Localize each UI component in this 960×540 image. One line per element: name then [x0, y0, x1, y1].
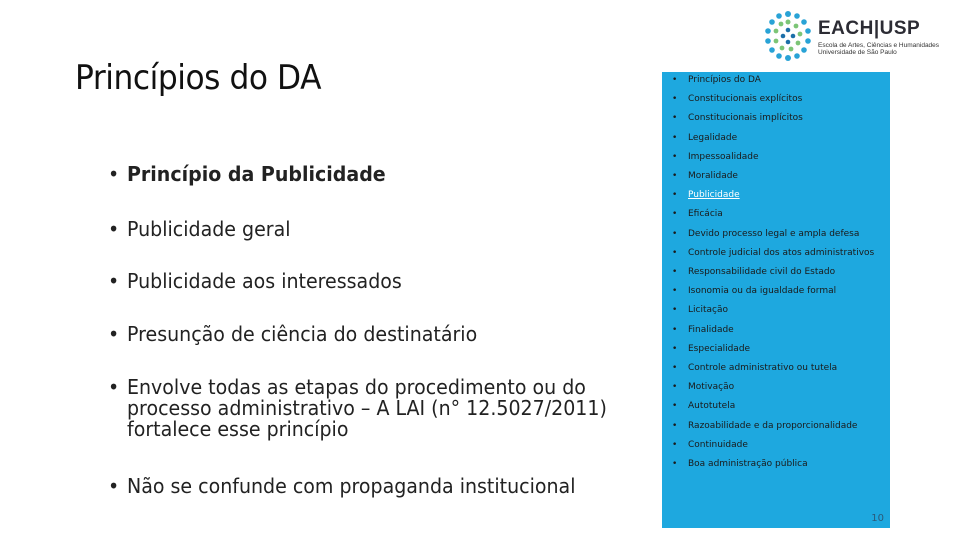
sidebar-bullet-icon: •: [672, 171, 678, 181]
sidebar-bullet-icon: •: [672, 363, 678, 373]
sidebar-bullet-icon: •: [672, 75, 678, 85]
sidebar-bullet-icon: •: [672, 132, 678, 143]
sidebar-bullet-icon: •: [672, 420, 678, 431]
sidebar-item[interactable]: [672, 110, 886, 126]
sidebar-item-label: Princípios do DA: [688, 75, 761, 85]
bullet-dot-icon: •: [108, 474, 120, 498]
sidebar-item[interactable]: [672, 341, 886, 357]
page-number: 10: [871, 513, 884, 524]
bullet-dot-icon: •: [108, 375, 120, 399]
bullet-dot-icon: •: [108, 269, 120, 293]
sidebar-item-label: Finalidade: [688, 324, 734, 335]
sidebar-item-label: Motivação: [688, 382, 735, 393]
bullet-text: Envolve todas as etapas do procedimento ou do processo administrativo – A LAI (n° 12.5027/2011) fortalece esse princípio: [127, 375, 607, 441]
sidebar-bullet-icon: •: [672, 209, 678, 220]
sidebar-bullet-icon: •: [672, 247, 678, 258]
sidebar-item[interactable]: [672, 456, 886, 472]
logo-subtitle: Escola de Artes, Ciências e Humanidades Universidade de São Paulo: [818, 42, 940, 56]
bullet-item: [108, 271, 631, 292]
sidebar-item[interactable]: [672, 130, 886, 146]
sidebar-bullet-icon: •: [672, 459, 678, 469]
bullet-text: Presunção de ciência do destinatário: [127, 322, 478, 346]
sidebar-item-label: Isonomia ou da igualdade formal: [688, 286, 837, 297]
sidebar-bullet-icon: •: [672, 190, 678, 201]
sidebar-bullet-icon: •: [672, 401, 678, 412]
sidebar-bullet-icon: •: [672, 324, 678, 335]
bullet-text: Princípio da Publicidade: [127, 162, 386, 186]
bullet-dot-icon: •: [108, 217, 120, 241]
sidebar-item-label: Constitucionais implícitos: [688, 113, 803, 124]
bullet-item: [108, 219, 631, 240]
bullet-item: [108, 324, 631, 345]
bullet-item: [108, 476, 631, 497]
each-usp-logo: [760, 8, 950, 68]
logo-mosaic-icon: [760, 8, 816, 64]
bullet-item: [108, 377, 631, 440]
bullet-text: Não se confunde com propaganda institucional: [127, 474, 576, 498]
sidebar-item[interactable]: [672, 418, 886, 434]
bullet-dot-icon: •: [108, 322, 120, 346]
sidebar-item[interactable]: [672, 264, 886, 280]
sidebar-item-label: Controle administrativo ou tutela: [688, 363, 838, 373]
sidebar-item[interactable]: [672, 206, 886, 222]
sidebar-item-label: Legalidade: [688, 132, 738, 143]
sidebar-bullet-icon: •: [672, 267, 678, 277]
sidebar-item-label: Impessoalidade: [688, 151, 759, 162]
bullet-text: Publicidade geral: [127, 217, 291, 241]
bullet-dot-icon: •: [108, 162, 120, 186]
topics-sidebar: [662, 72, 890, 528]
sidebar-item[interactable]: [672, 360, 886, 376]
sidebar-item-label: Licitação: [688, 305, 728, 316]
slide-title: Princípios do DA: [75, 58, 322, 98]
sidebar-item-label: Moralidade: [688, 171, 738, 181]
sidebar-item[interactable]: [672, 72, 886, 88]
sidebar-item-label: Responsabilidade civil do Estado: [688, 267, 836, 277]
sidebar-bullet-icon: •: [672, 286, 678, 297]
sidebar-item-label: Publicidade: [688, 190, 740, 201]
sidebar-item-label: Autotutela: [688, 401, 736, 412]
logo-title: EACH|USP: [818, 18, 921, 39]
sidebar-item[interactable]: [672, 379, 886, 395]
sidebar-item[interactable]: [672, 187, 886, 203]
bullet-text: Publicidade aos interessados: [127, 269, 402, 293]
sidebar-item-label: Eficácia: [688, 209, 723, 220]
sidebar-bullet-icon: •: [672, 113, 678, 124]
sidebar-bullet-icon: •: [672, 305, 678, 316]
sidebar-bullet-icon: •: [672, 151, 678, 162]
sidebar-item-label: Razoabilidade e da proporcionalidade: [688, 420, 858, 431]
sidebar-bullet-icon: •: [672, 228, 678, 239]
sidebar-bullet-icon: •: [672, 343, 678, 354]
sidebar-item-label: Continuidade: [688, 439, 748, 450]
bullet-item: [108, 164, 631, 185]
sidebar-bullet-icon: •: [672, 382, 678, 393]
sidebar-item[interactable]: [672, 398, 886, 414]
sidebar-bullet-icon: •: [672, 94, 678, 105]
sidebar-item[interactable]: [672, 149, 886, 165]
sidebar-item[interactable]: [672, 91, 886, 107]
sidebar-item-label: Devido processo legal e ampla defesa: [688, 228, 860, 239]
sidebar-item-label: Boa administração pública: [688, 459, 808, 469]
sidebar-item-label: Constitucionais explícitos: [688, 94, 803, 105]
sidebar-item-label: Controle judicial dos atos administrativos: [688, 247, 875, 258]
sidebar-bullet-icon: •: [672, 439, 678, 450]
sidebar-item[interactable]: [672, 437, 886, 453]
sidebar-item[interactable]: [672, 168, 886, 184]
sidebar-item[interactable]: [672, 322, 886, 338]
sidebar-item[interactable]: [672, 302, 886, 318]
sidebar-item[interactable]: [672, 245, 886, 261]
sidebar-item[interactable]: [672, 283, 886, 299]
sidebar-item[interactable]: [672, 226, 886, 242]
sidebar-item-label: Especialidade: [688, 343, 751, 354]
